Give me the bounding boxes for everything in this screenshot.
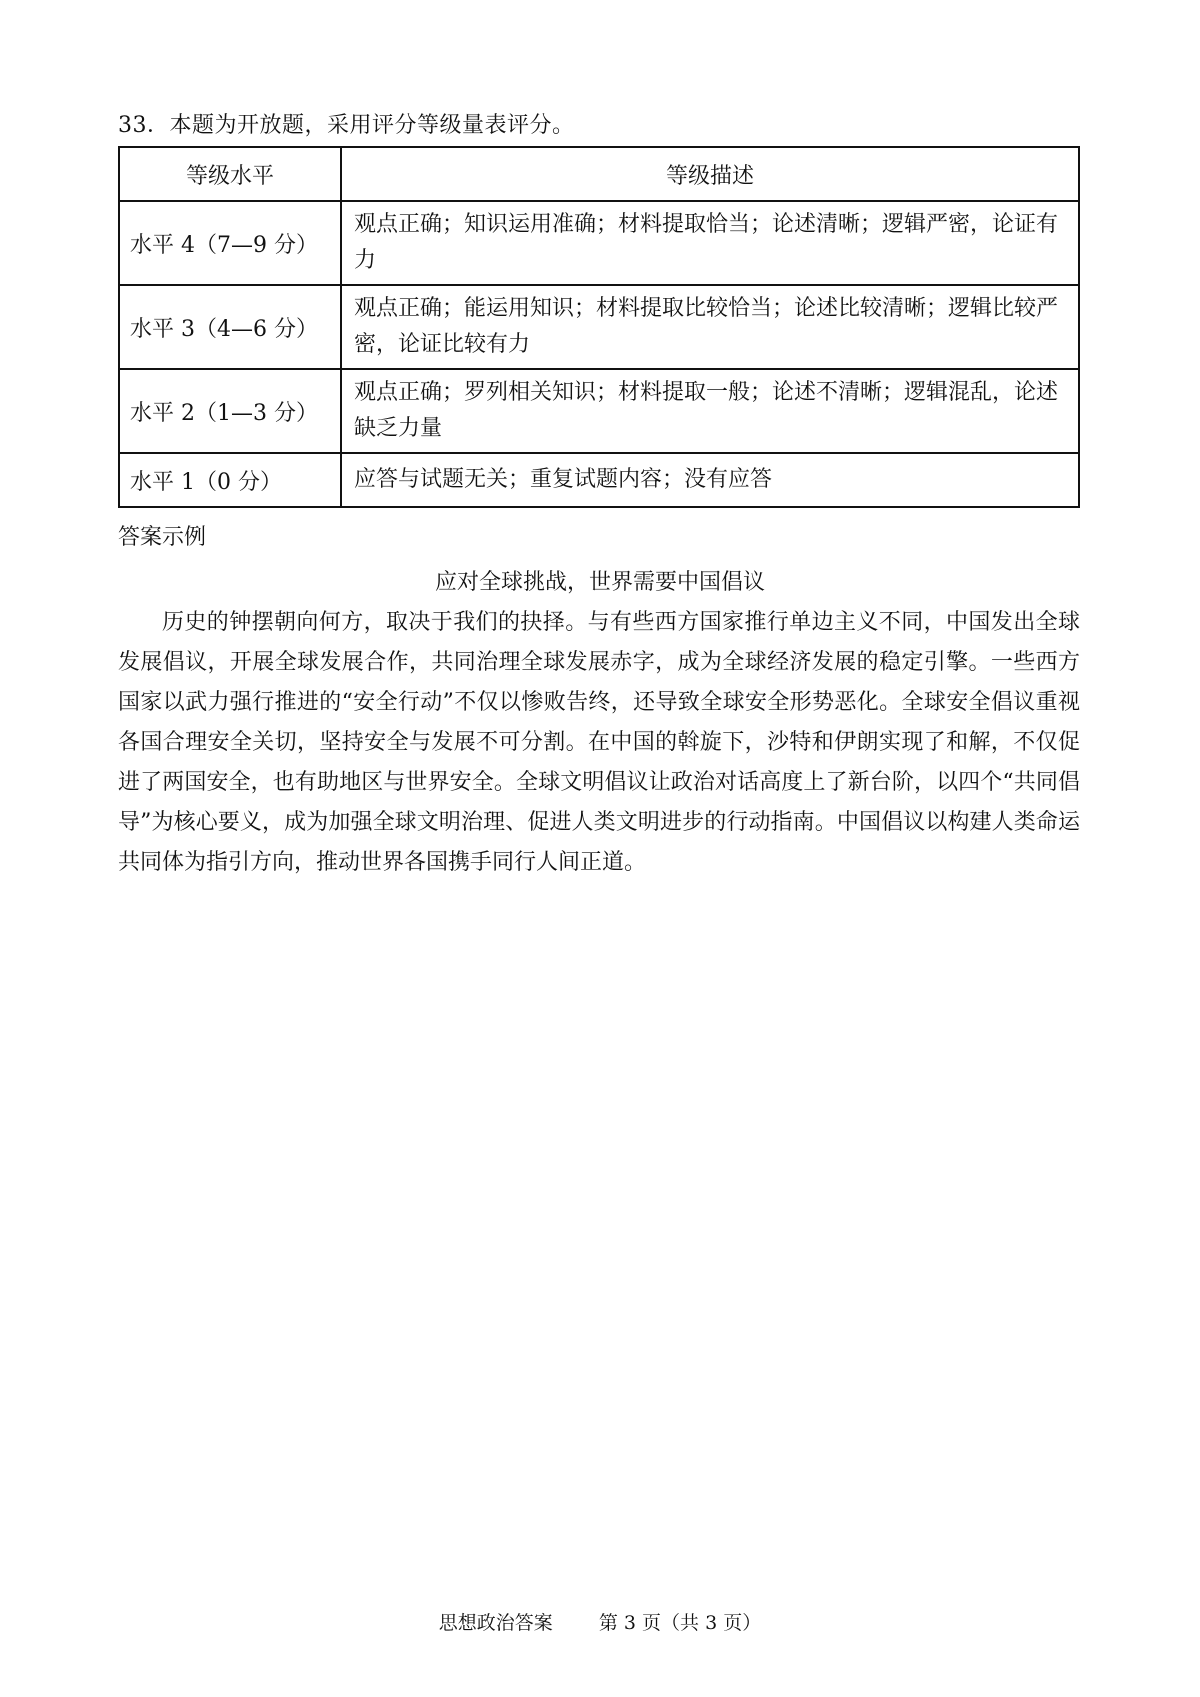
- description-cell: 观点正确；知识运用准确；材料提取恰当；论述清晰；逻辑严密，论证有力: [341, 201, 1079, 285]
- table-row: [119, 453, 1079, 507]
- level-cell: 水平 1（0 分）: [119, 453, 341, 507]
- level-cell: 水平 4（7—9 分）: [119, 201, 341, 285]
- question-title: 33．本题为开放题，采用评分等级量表评分。: [118, 113, 575, 138]
- table-header-row: [119, 147, 1079, 201]
- footer-page-number: 第 3 页（共 3 页）: [598, 1612, 762, 1634]
- level-cell: 水平 2（1—3 分）: [119, 369, 341, 453]
- description-cell: 观点正确；罗列相关知识；材料提取一般；论述不清晰；逻辑混乱，论述缺乏力量: [341, 369, 1079, 453]
- header-description: 等级描述: [341, 147, 1079, 201]
- answer-example-label: 答案示例: [118, 525, 207, 550]
- table-row: [119, 201, 1079, 285]
- level-cell: 水平 3（4—6 分）: [119, 285, 341, 369]
- description-cell: 观点正确；能运用知识；材料提取比较恰当；论述比较清晰；逻辑比较严密，论证比较有力: [341, 285, 1079, 369]
- rubric-table: [118, 146, 1080, 508]
- table-row: [119, 285, 1079, 369]
- header-level: 等级水平: [119, 147, 341, 201]
- description-cell: 应答与试题无关；重复试题内容；没有应答: [341, 453, 1079, 507]
- essay-title: 应对全球挑战，世界需要中国倡议: [434, 570, 765, 595]
- page-footer: [0, 1608, 1200, 1635]
- footer-subject: 思想政治答案: [438, 1612, 553, 1634]
- table-row: [119, 369, 1079, 453]
- essay-body: 历史的钟摆朝向何方，取决于我们的抉择。与有些西方国家推行单边主义不同，中国发出全球发展倡议，开展全球发展合作，共同治理全球发展赤字，成为全球经济发展的稳定引擎。一些西方国家以武力强行推进的“安全行动”不仅以惨败告终，还导致全球安全形势恶化。全球安全倡议重视各国合理安全关切，坚持安全与发展不可分割。在中国的斡旋下，沙特和伊朗实现了和解，不仅促进了两国安全，也有助地区与世界安全。全球文明倡议让政治对话高度上了新台阶，以四个“共同倡导”为核心要义，成为加强全球文明治理、促进人类文明进步的行动指南。中国倡议以构建人类命运共同体为指引方向，推动世界各国携手同行人间正道。: [118, 610, 1080, 875]
